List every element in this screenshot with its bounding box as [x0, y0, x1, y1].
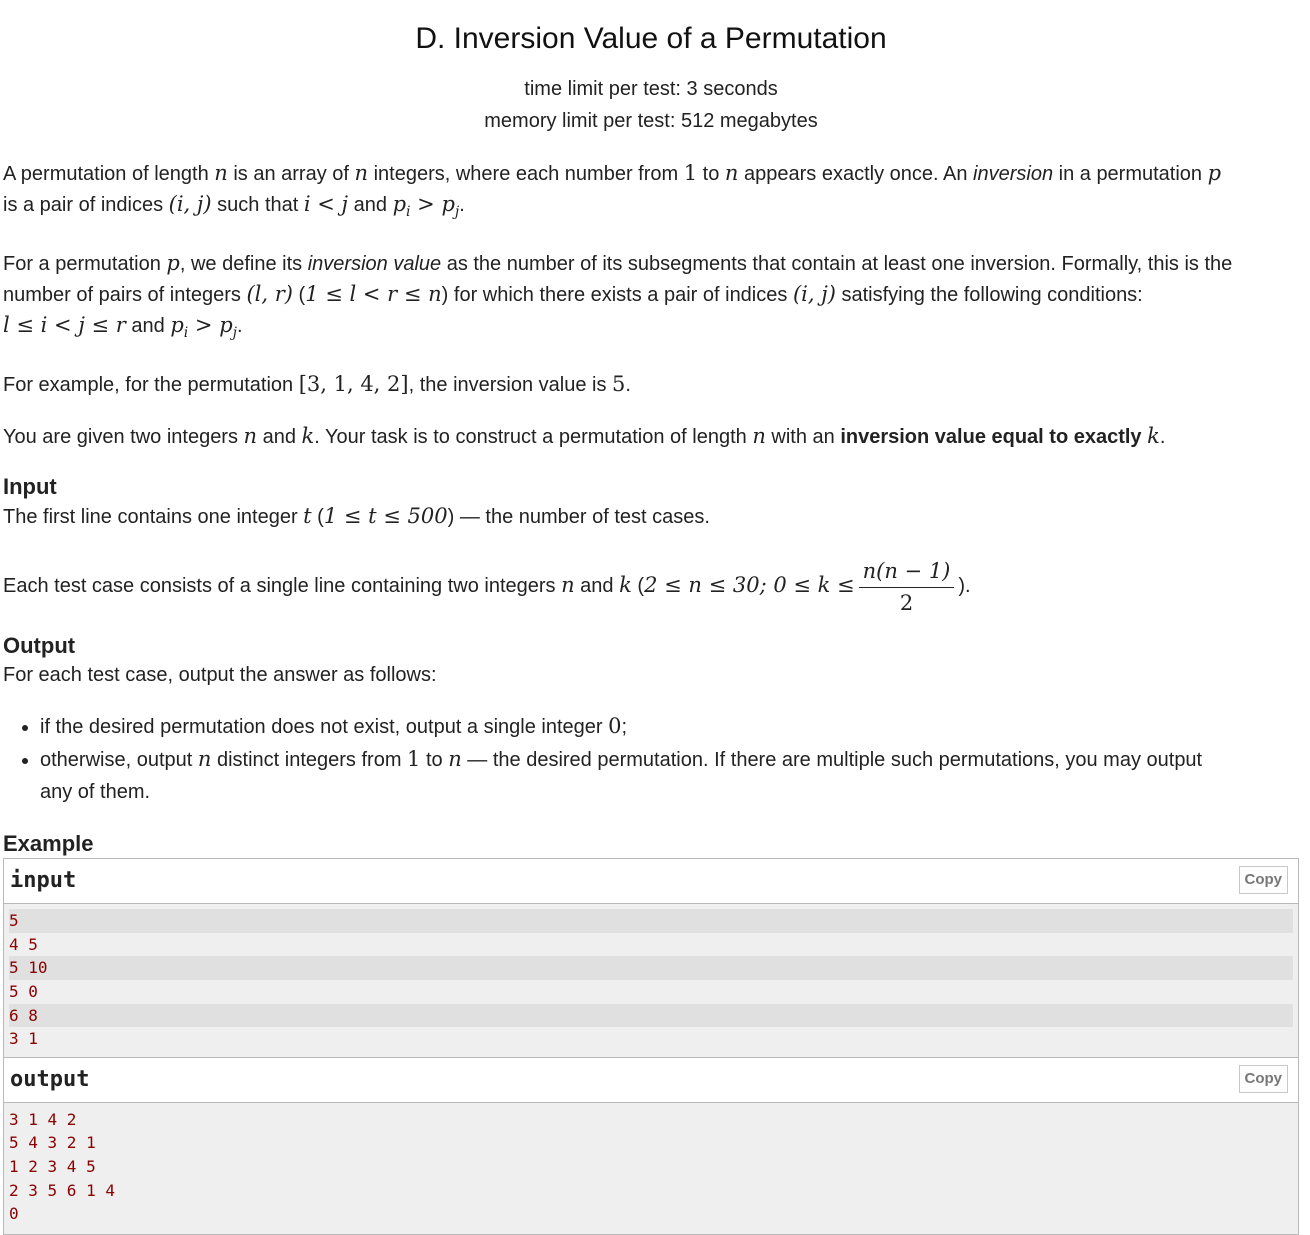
paragraph-permutation-definition: A permutation of length n is an array of n integers, where each number from 1 to n appears exactly once. An inversion in a permutation p is a pair of indices (i, j) such that i < j and $p_i > p_j$. — [3, 161, 1222, 220]
problem-statement — [3, 0, 1299, 1235]
list-item: • if the desired permutation does not exist, output a single integer 0; — [40, 710, 1299, 743]
code-line: 5 0 — [9, 982, 38, 1001]
input-line-2: Each test case consists of a single line containing two integers n and k (2 ≤ n ≤ 30; 0 ≤ k ≤ $\frac{n(n - 1)}{2}$ ). — [3, 553, 1299, 618]
memory-limit: memory limit per test: 512 megabytes — [484, 110, 818, 132]
output-box-header — [4, 1057, 1298, 1103]
code-line: 6 8 — [9, 1004, 1293, 1028]
problem-title: D. Inversion Value of a Permutation — [415, 22, 887, 55]
input-box-header — [4, 859, 1298, 904]
code-line: 2 3 5 6 1 4 — [9, 1180, 115, 1200]
paragraph-example-sentence: For example, for the permutation [3, 1, 4, 2], the inversion value is 5. — [3, 372, 631, 396]
problem-header — [3, 0, 1299, 137]
paragraph-task: You are given two integers n and k. Your task is to construct a permutation of length n with an inversion value equal to exactly k. — [3, 424, 1166, 448]
code-line: 5 — [9, 909, 1293, 933]
code-line: 5 4 3 2 1 — [9, 1133, 96, 1153]
paragraph-inversion-value-definition: For a permutation p, we define its inversion value as the number of its subsegments that contain at least one inversion. Formally, this is the number of pairs of integers (l, r) (1 ≤ l < r ≤ n) for which there exists a pair of indices (i, j) satisfying the following conditions: l ≤ i < j ≤ r and $p_i > p_j$. — [3, 251, 1233, 341]
code-line: 1 2 3 4 5 — [9, 1156, 96, 1176]
code-line: 5 10 — [9, 956, 1293, 980]
input-line-1: The first line contains one integer t (1 ≤ t ≤ 500) — the number of test cases. — [3, 504, 710, 528]
list-item: • otherwise, output n distinct integers from 1 to n — the desired permutation. If there are multiple such permutations, you may output any of them. — [40, 743, 1299, 808]
input-box-title: input — [10, 868, 77, 894]
code-line: 3 1 — [9, 1029, 38, 1049]
copy-output-button[interactable]: Copy — [1239, 1065, 1289, 1093]
example-heading: Example — [3, 831, 94, 857]
example-box — [3, 858, 1299, 1235]
output-box-title: output — [10, 1066, 90, 1092]
output-heading: Output — [3, 633, 76, 659]
sample-output — [4, 1103, 1298, 1234]
input-heading: Input — [3, 474, 57, 499]
time-limit: time limit per test: 3 seconds — [524, 78, 778, 100]
output-rules-list — [3, 710, 1299, 808]
code-line: 3 1 4 2 — [9, 1109, 77, 1129]
sample-input — [4, 904, 1298, 1057]
output-intro: For each test case, output the answer as follows: — [3, 664, 437, 687]
code-line: 4 5 — [9, 934, 38, 954]
fraction: $\frac{n(n - 1)}{2}$ — [859, 555, 955, 618]
copy-input-button[interactable]: Copy — [1239, 866, 1289, 894]
code-line: 0 — [9, 1204, 19, 1224]
